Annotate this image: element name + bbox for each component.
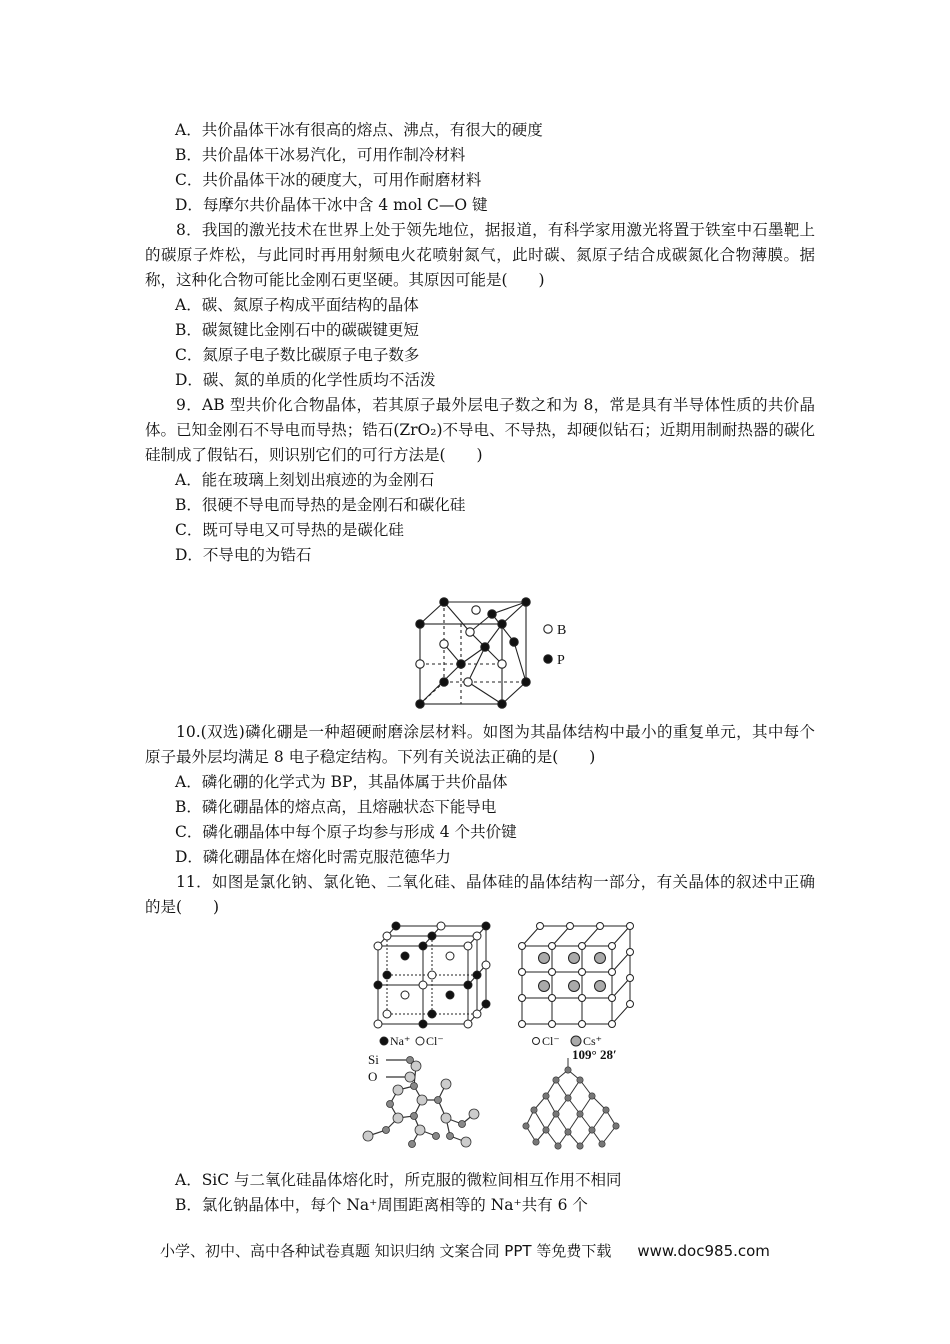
legend-p-label: P	[557, 653, 565, 668]
q9-option-b: B．很硬不导电而导热的是金刚石和碳化硅	[175, 496, 466, 514]
q9-option-d: D．不导电的为锆石	[175, 546, 312, 564]
q10-stem: 10.(双选)磷化硼是一种超硬耐磨涂层材料。如图为其晶体结构中最小的重复单元，其中每个原子最外层均满足 8 电子稳定结构。下列有关说法正确的是( )	[145, 723, 815, 766]
si-bond-angle-label: 109° 28′	[572, 1047, 617, 1062]
q8-option-d: D．碳、氮的单质的化学性质均不活泼	[175, 371, 436, 389]
q9-option-c: C．既可导电又可导热的是碳化硅	[175, 521, 404, 539]
cscl-legend-cl: Cl⁻	[542, 1034, 560, 1048]
q10-option-b: B．磷化硼晶体的熔点高，且熔融状态下能导电	[175, 798, 497, 816]
q8-stem: 8．我国的激光技术在世界上处于领先地位，据报道，有科学家用激光将置于铁室中石墨靶上的碳原子炸松，与此同时再用射频电火花喷射氮气，此时碳、氮原子结合成碳氮化合物薄膜。据称，这种化合物可能比金刚石更坚硬。其原因可能是( )	[145, 221, 815, 289]
page-footer	[160, 1240, 770, 1261]
q7-option-b: B．共价晶体干冰易汽化，可用作制冷材料	[175, 146, 466, 164]
q10-option-a: A．磷化硼的化学式为 BP，其晶体属于共价晶体	[175, 773, 508, 791]
document-body	[145, 118, 815, 568]
q9-stem: 9．AB 型共价化合物晶体，若其原子最外层电子数之和为 8，常是具有半导体性质的共价晶体。已知金刚石不导电而导热；锆石(ZrO₂)不导电、不导热，却硬似钻石；近期用制耐热器的碳化硅制成了假钻石，则识别它们的可行方法是( )	[145, 396, 815, 464]
nacl-legend-cl: Cl⁻	[426, 1034, 444, 1048]
q7-option-c: C．共价晶体干冰的硬度大，可用作耐磨材料	[175, 171, 482, 189]
footer-text: 小学、初中、高中各种试卷真题 知识归纳 文案合同 PPT 等免费下载	[160, 1242, 612, 1260]
q8-option-a: A．碳、氮原子构成平面结构的晶体	[175, 296, 419, 314]
q11-stem: 11．如图是氯化钠、氯化铯、二氧化硅、晶体硅的晶体结构一部分，有关晶体的叙述中正确的是( )	[145, 873, 815, 916]
sio2-o-label: O	[368, 1069, 378, 1084]
bp-unit-cell-figure	[410, 592, 580, 710]
q8-option-b: B．碳氮键比金刚石中的碳碳键更短	[175, 321, 419, 339]
q8-option-c: C．氮原子电子数比碳原子电子数多	[175, 346, 420, 364]
q11-option-b: B．氯化钠晶体中，每个 Na⁺周围距离相等的 Na⁺共有 6 个	[175, 1196, 588, 1214]
cscl-legend-cs: Cs⁺	[583, 1034, 603, 1048]
q10-option-c: C．磷化硼晶体中每个原子均参与形成 4 个共价键	[175, 823, 517, 841]
document-body-end	[145, 1168, 815, 1218]
legend-b-label: B	[557, 623, 567, 638]
q10-option-d: D．磷化硼晶体在熔化时需克服范德华力	[175, 848, 451, 866]
nacl-legend-na: Na⁺	[390, 1034, 411, 1048]
q7-option-a: A．共价晶体干冰有很高的熔点、沸点，有很大的硬度	[175, 121, 543, 139]
footer-url[interactable]: www.doc985.com	[637, 1242, 770, 1260]
document-body-continued	[145, 720, 815, 920]
q7-option-d: D．每摩尔共价晶体干冰中含 4 mol C—O 键	[175, 196, 488, 214]
sio2-si-label: Si	[368, 1052, 379, 1067]
crystal-structures-figure	[350, 918, 640, 1158]
q9-option-a: A．能在玻璃上刻划出痕迹的为金刚石	[175, 471, 435, 489]
q11-option-a: A．SiC 与二氧化硅晶体熔化时，所克服的微粒间相互作用不相同	[175, 1171, 622, 1189]
